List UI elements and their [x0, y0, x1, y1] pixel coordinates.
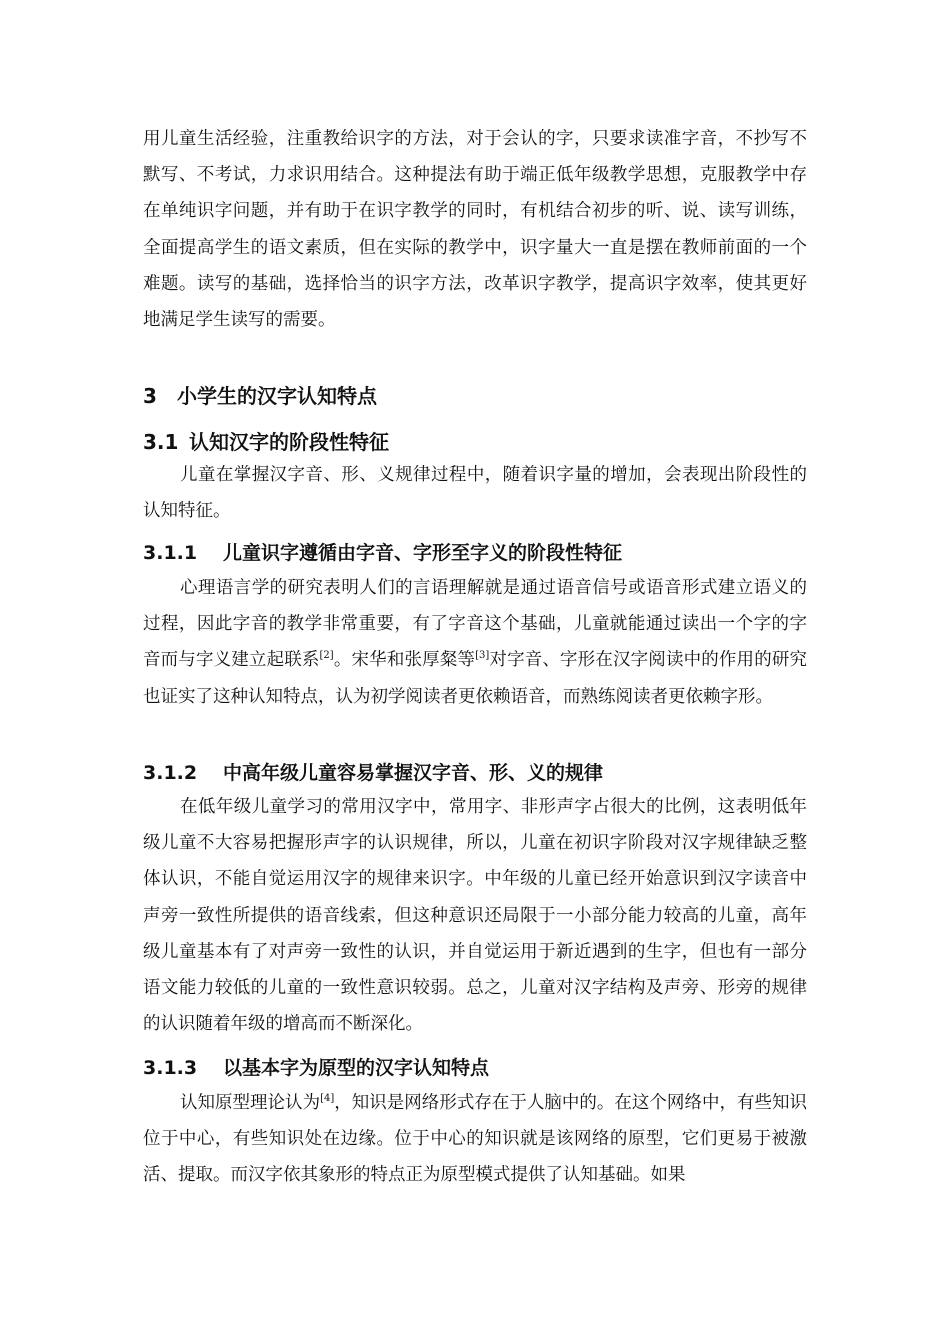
citation-ref: [3] — [475, 650, 490, 662]
text-run: ，知识是网络形式存在于人脑中的。在这个网络中，有些知识位于中心，有些知识处在边缘。位于中心的知识就是该网络的原型，它们更易于被激活、提取。而汉字依其象形的特点正为原型模式提供了认知基础。如果 — [143, 1093, 808, 1186]
paragraph-3-1-1 — [143, 570, 807, 715]
heading-title: 中高年级儿童容易掌握汉字音、形、义的规律 — [223, 762, 604, 784]
heading-section-3-1-2 — [143, 758, 603, 785]
text-run: 对字音、字形在汉字阅读中的作用的研究也证实了这种认知特点，认为初学阅读者更依赖语音，而熟练阅读者更依赖字形。 — [143, 650, 808, 707]
paragraph-3-1: 儿童在掌握汉字音、形、义规律过程中，随着识字量的增加，会表现出阶段性的认知特征。 — [143, 465, 807, 522]
heading-number: 3.1.2 — [143, 762, 198, 784]
heading-title: 小学生的汉字认知特点 — [177, 384, 377, 408]
paragraph-3-1-3 — [143, 1085, 807, 1194]
heading-number: 3.1.3 — [143, 1057, 198, 1079]
text-run: 心理语言学的研究表明人们的言语理解就是通过语音信号或语音形式建立语义的过程，因此字音的教学非常重要，有了字音这个基础，儿童就能通过读出一个字的字音而与字义建立起联系 — [143, 578, 807, 671]
heading-title: 儿童识字遵循由字音、字形至字义的阶段性特征 — [223, 542, 623, 564]
heading-number: 3 — [143, 384, 157, 408]
text-run: 认知原型理论认为 — [180, 1093, 321, 1113]
heading-title: 以基本字为原型的汉字认知特点 — [223, 1057, 490, 1079]
paragraph-3-1-2: 在低年级儿童学习的常用汉字中，常用字、非形声字占很大的比例，这表明低年级儿童不大容易把握形声字的认识规律，所以，儿童在初识字阶段对汉字规律缺乏整体认识，不能自觉运用汉字的规律来识字。中年级的儿童已经开始意识到汉字读音中声旁一致性所提供的语音线索，但这种意识还局限于一小部分能力较高的儿童，高年级儿童基本有了对声旁一致性的认识，并自觉运用于新近遇到的生字，但也有一部分语文能力较低的儿童的一致性意识较弱。总之，儿童对汉字结构及声旁、形旁的规律的认识随着年级的增高而不断深化。 — [143, 797, 807, 1035]
heading-section-3-1-3 — [143, 1053, 489, 1080]
text-run: 。宋华和张厚粲等 — [333, 650, 476, 671]
heading-section-3-1-1 — [143, 538, 622, 565]
heading-number: 3.1.1 — [143, 542, 198, 564]
heading-section-3 — [143, 380, 377, 409]
heading-number: 3.1 — [143, 430, 179, 454]
paragraph-intro: 用儿童生活经验，注重教给识字的方法，对于会认的字，只要求读准字音，不抄写不默写、不考试，力求识用结合。这种提法有助于端正低年级教学思想，克服教学中存在单纯识字问题，并有助于在识字教学的同时，有机结合初步的听、说、读写训练，全面提高学生的语文素质，但在实际的教学中，识字量大一直是摆在教师前面的一个难题。读写的基础，选择恰当的识字方法，改革识字教学，提高识字效率，使其更好地满足学生读写的需要。 — [143, 129, 807, 331]
heading-title: 认知汉字的阶段性特征 — [189, 430, 389, 454]
citation-ref: [4] — [320, 1093, 335, 1105]
citation-ref: [2] — [319, 650, 334, 662]
heading-section-3-1 — [143, 426, 389, 455]
